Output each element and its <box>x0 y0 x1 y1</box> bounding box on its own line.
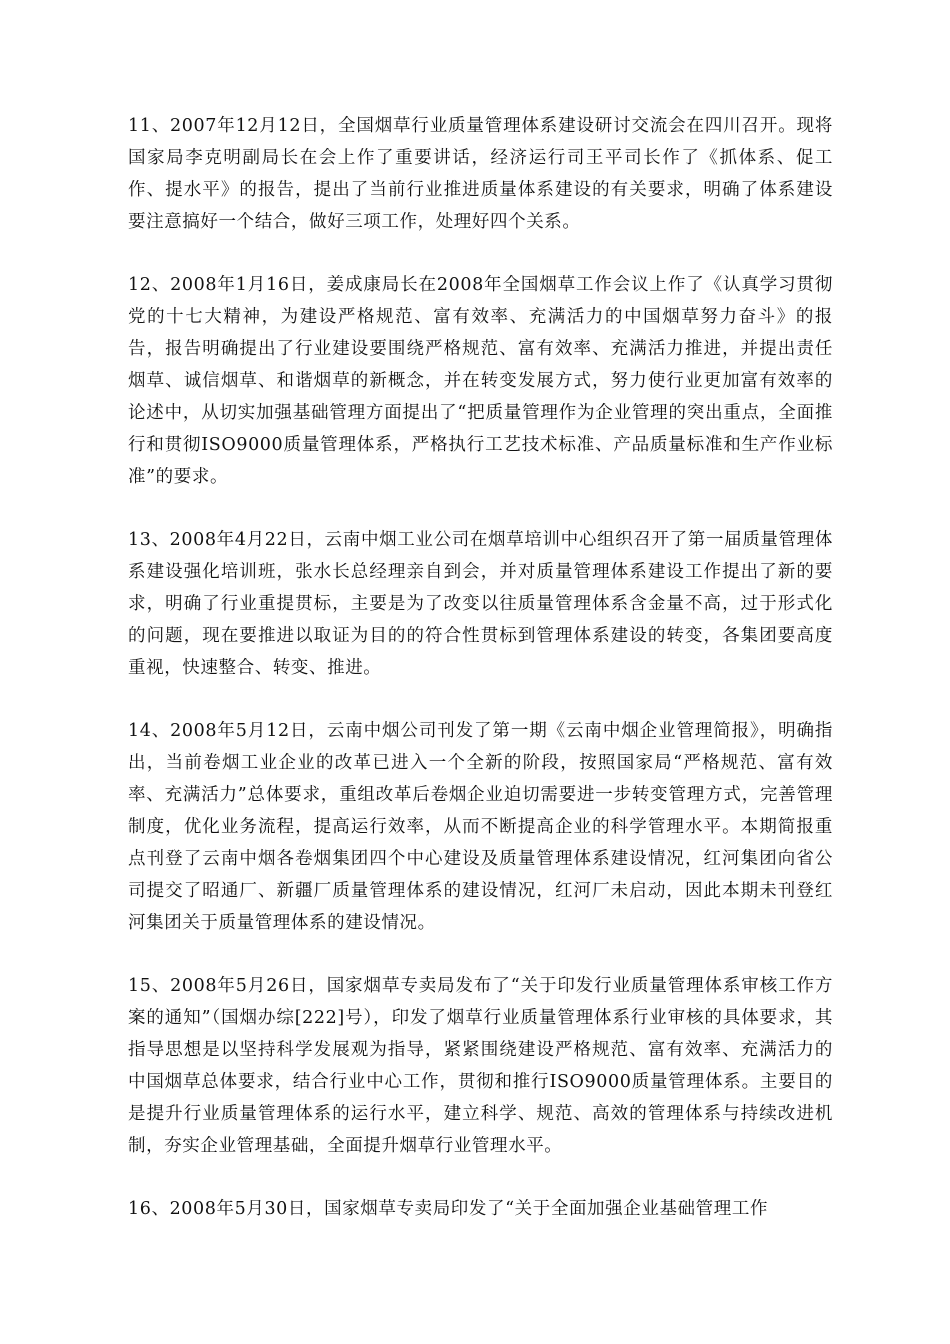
paragraph-14: 14、2008年5月12日，云南中烟公司刊发了第一期《云南中烟企业管理简报》，明确指出，当前卷烟工业企业的改革已进入一个全新的阶段，按照国家局“严格规范、富有效率、充满活力”总体要求，重组改革后卷烟企业迫切需要进一步转变管理方式，完善管理制度，优化业务流程，提高运行效率，从而不断提高企业的科学管理水平。本期简报重点刊登了云南中烟各卷烟集团四个中心建设及质量管理体系建设情况，红河集团向省公司提交了昭通厂、新疆厂质量管理体系的建设情况，红河厂未启动，因此本期未刊登红河集团关于质量管理体系的建设情况。 <box>128 721 833 933</box>
paragraph-13: 13、2008年4月22日，云南中烟工业公司在烟草培训中心组织召开了第一届质量管理体系建设强化培训班，张水长总经理亲自到会，并对质量管理体系建设工作提出了新的要求，明确了行业重提贯标，主要是为了改变以往质量管理体系含金量不高，过于形式化的问题，现在要推进以取证为目的的符合性贯标到管理体系建设的转变，各集团要高度重视，快速整合、转变、推进。 <box>128 530 833 678</box>
paragraph-16: 16、2008年5月30日，国家烟草专卖局印发了“关于全面加强企业基础管理工作 <box>128 1199 769 1219</box>
paragraph-12: 12、2008年1月16日，姜成康局长在2008年全国烟草工作会议上作了《认真学习贯彻党的十七大精神，为建设严格规范、富有效率、充满活力的中国烟草努力奋斗》的报告，报告明确提出了行业建设要围绕严格规范、富有效率、充满活力推进，并提出责任烟草、诚信烟草、和谐烟草的新概念，并在转变发展方式，努力使行业更加富有效率的论述中，从切实加强基础管理方面提出了“把质量管理作为企业管理的突出重点，全面推行和贯彻ISO9000质量管理体系，严格执行工艺技术标准、产品质量标准和生产作业标准”的要求。 <box>128 275 833 487</box>
paragraph-15: 15、2008年5月26日，国家烟草专卖局发布了“关于印发行业质量管理体系审核工作方案的通知”（国烟办综[222]号），印发了烟草行业质量管理体系行业审核的具体要求，其指导思想是以坚持科学发展观为指导，紧紧围绕建设严格规范、富有效率、充满活力的中国烟草总体要求，结合行业中心工作，贯彻和推行ISO9000质量管理体系。主要目的是提升行业质量管理体系的运行水平，建立科学、规范、高效的管理体系与持续改进机制，夯实企业管理基础，全面提升烟草行业管理水平。 <box>128 976 833 1156</box>
document-body <box>128 110 833 1256</box>
paragraph-11: 11、2007年12月12日，全国烟草行业质量管理体系建设研讨交流会在四川召开。现将国家局李克明副局长在会上作了重要讲话，经济运行司王平司长作了《抓体系、促工作、提水平》的报告，提出了当前行业推进质量体系建设的有关要求，明确了体系建设要注意搞好一个结合，做好三项工作，处理好四个关系。 <box>128 116 833 232</box>
